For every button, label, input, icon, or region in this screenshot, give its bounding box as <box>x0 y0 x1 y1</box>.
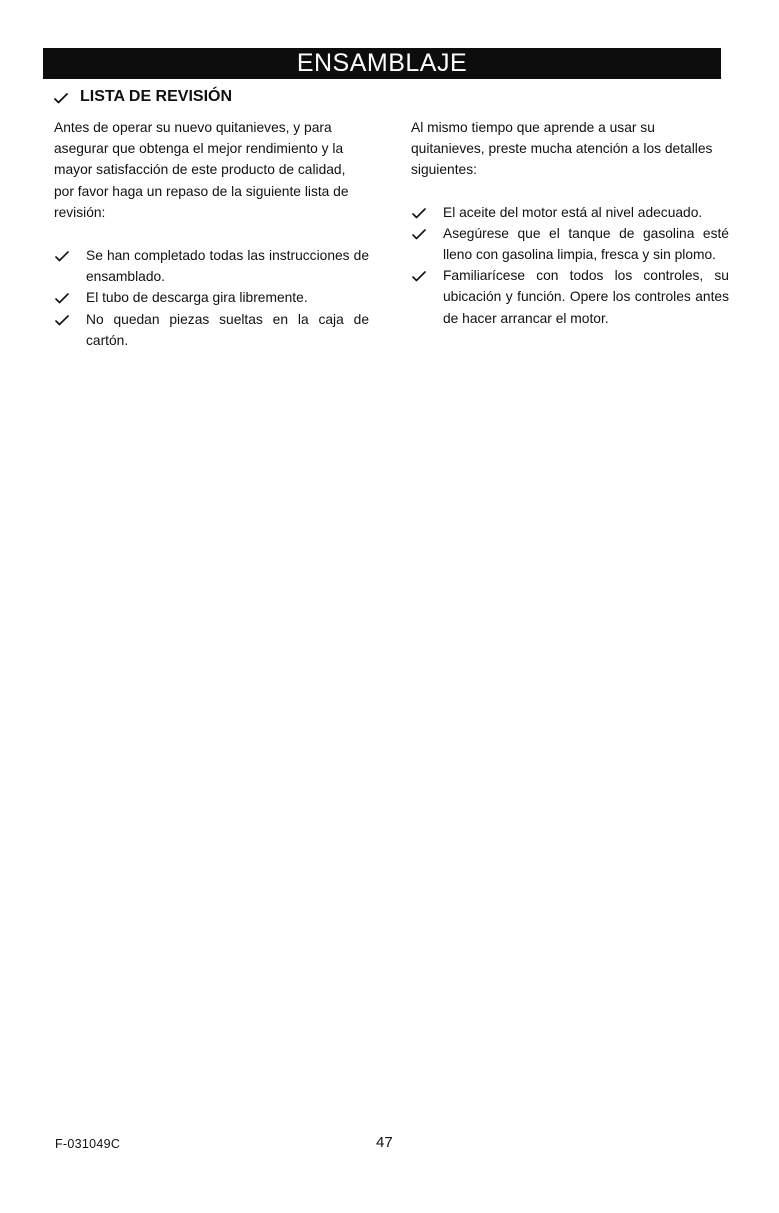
right-checklist <box>411 202 729 329</box>
checkmark-icon <box>412 228 426 240</box>
right-intro-paragraph: Al mismo tiempo que aprende a usar su quitanieves, preste mucha atención a los detalles siguientes: <box>411 120 713 178</box>
list-item-text: Asegúrese que el tanque de gasolina esté lleno con gasolina limpia, fresca y sin plomo. <box>443 225 729 263</box>
left-intro-paragraph: Antes de operar su nuevo quitanieves, y para asegurar que obtenga el mejor rendimiento y la mayor satisfacción de este producto de calidad, por favor haga un repaso de la siguiente lista de revisión: <box>54 120 349 220</box>
list-item-text: Familiarícese con todos los controles, su ubicación y función. Opere los controles antes de hacer arrancar el motor. <box>443 268 729 326</box>
document-code: F-031049C <box>55 1137 121 1151</box>
left-checklist <box>54 245 369 351</box>
list-item <box>411 265 729 329</box>
list-item <box>411 202 729 223</box>
checkmark-icon <box>412 207 426 219</box>
section-banner <box>43 48 721 79</box>
list-item <box>54 287 369 308</box>
list-item <box>411 223 729 265</box>
checklist-heading-text: LISTA DE REVISIÓN <box>80 88 233 105</box>
list-item-text: No quedan piezas sueltas en la caja de cartón. <box>86 311 369 348</box>
checkmark-icon <box>55 314 69 326</box>
right-column <box>411 117 729 329</box>
list-item <box>54 245 369 287</box>
checkmark-icon <box>412 270 426 282</box>
list-item-text: El aceite del motor está al nivel adecuado. <box>443 204 703 220</box>
list-item-text: Se han completado todas las instrucciones de ensamblado. <box>86 248 369 285</box>
checkmark-icon <box>54 92 68 104</box>
page-number: 47 <box>376 1134 393 1151</box>
checkmark-icon <box>55 250 69 262</box>
checklist-heading <box>54 87 232 107</box>
banner-title: ENSAMBLAJE <box>296 49 468 77</box>
list-item-text: El tubo de descarga gira libremente. <box>86 290 308 306</box>
list-item <box>54 309 369 351</box>
left-column <box>54 117 369 351</box>
checkmark-icon <box>55 292 69 304</box>
